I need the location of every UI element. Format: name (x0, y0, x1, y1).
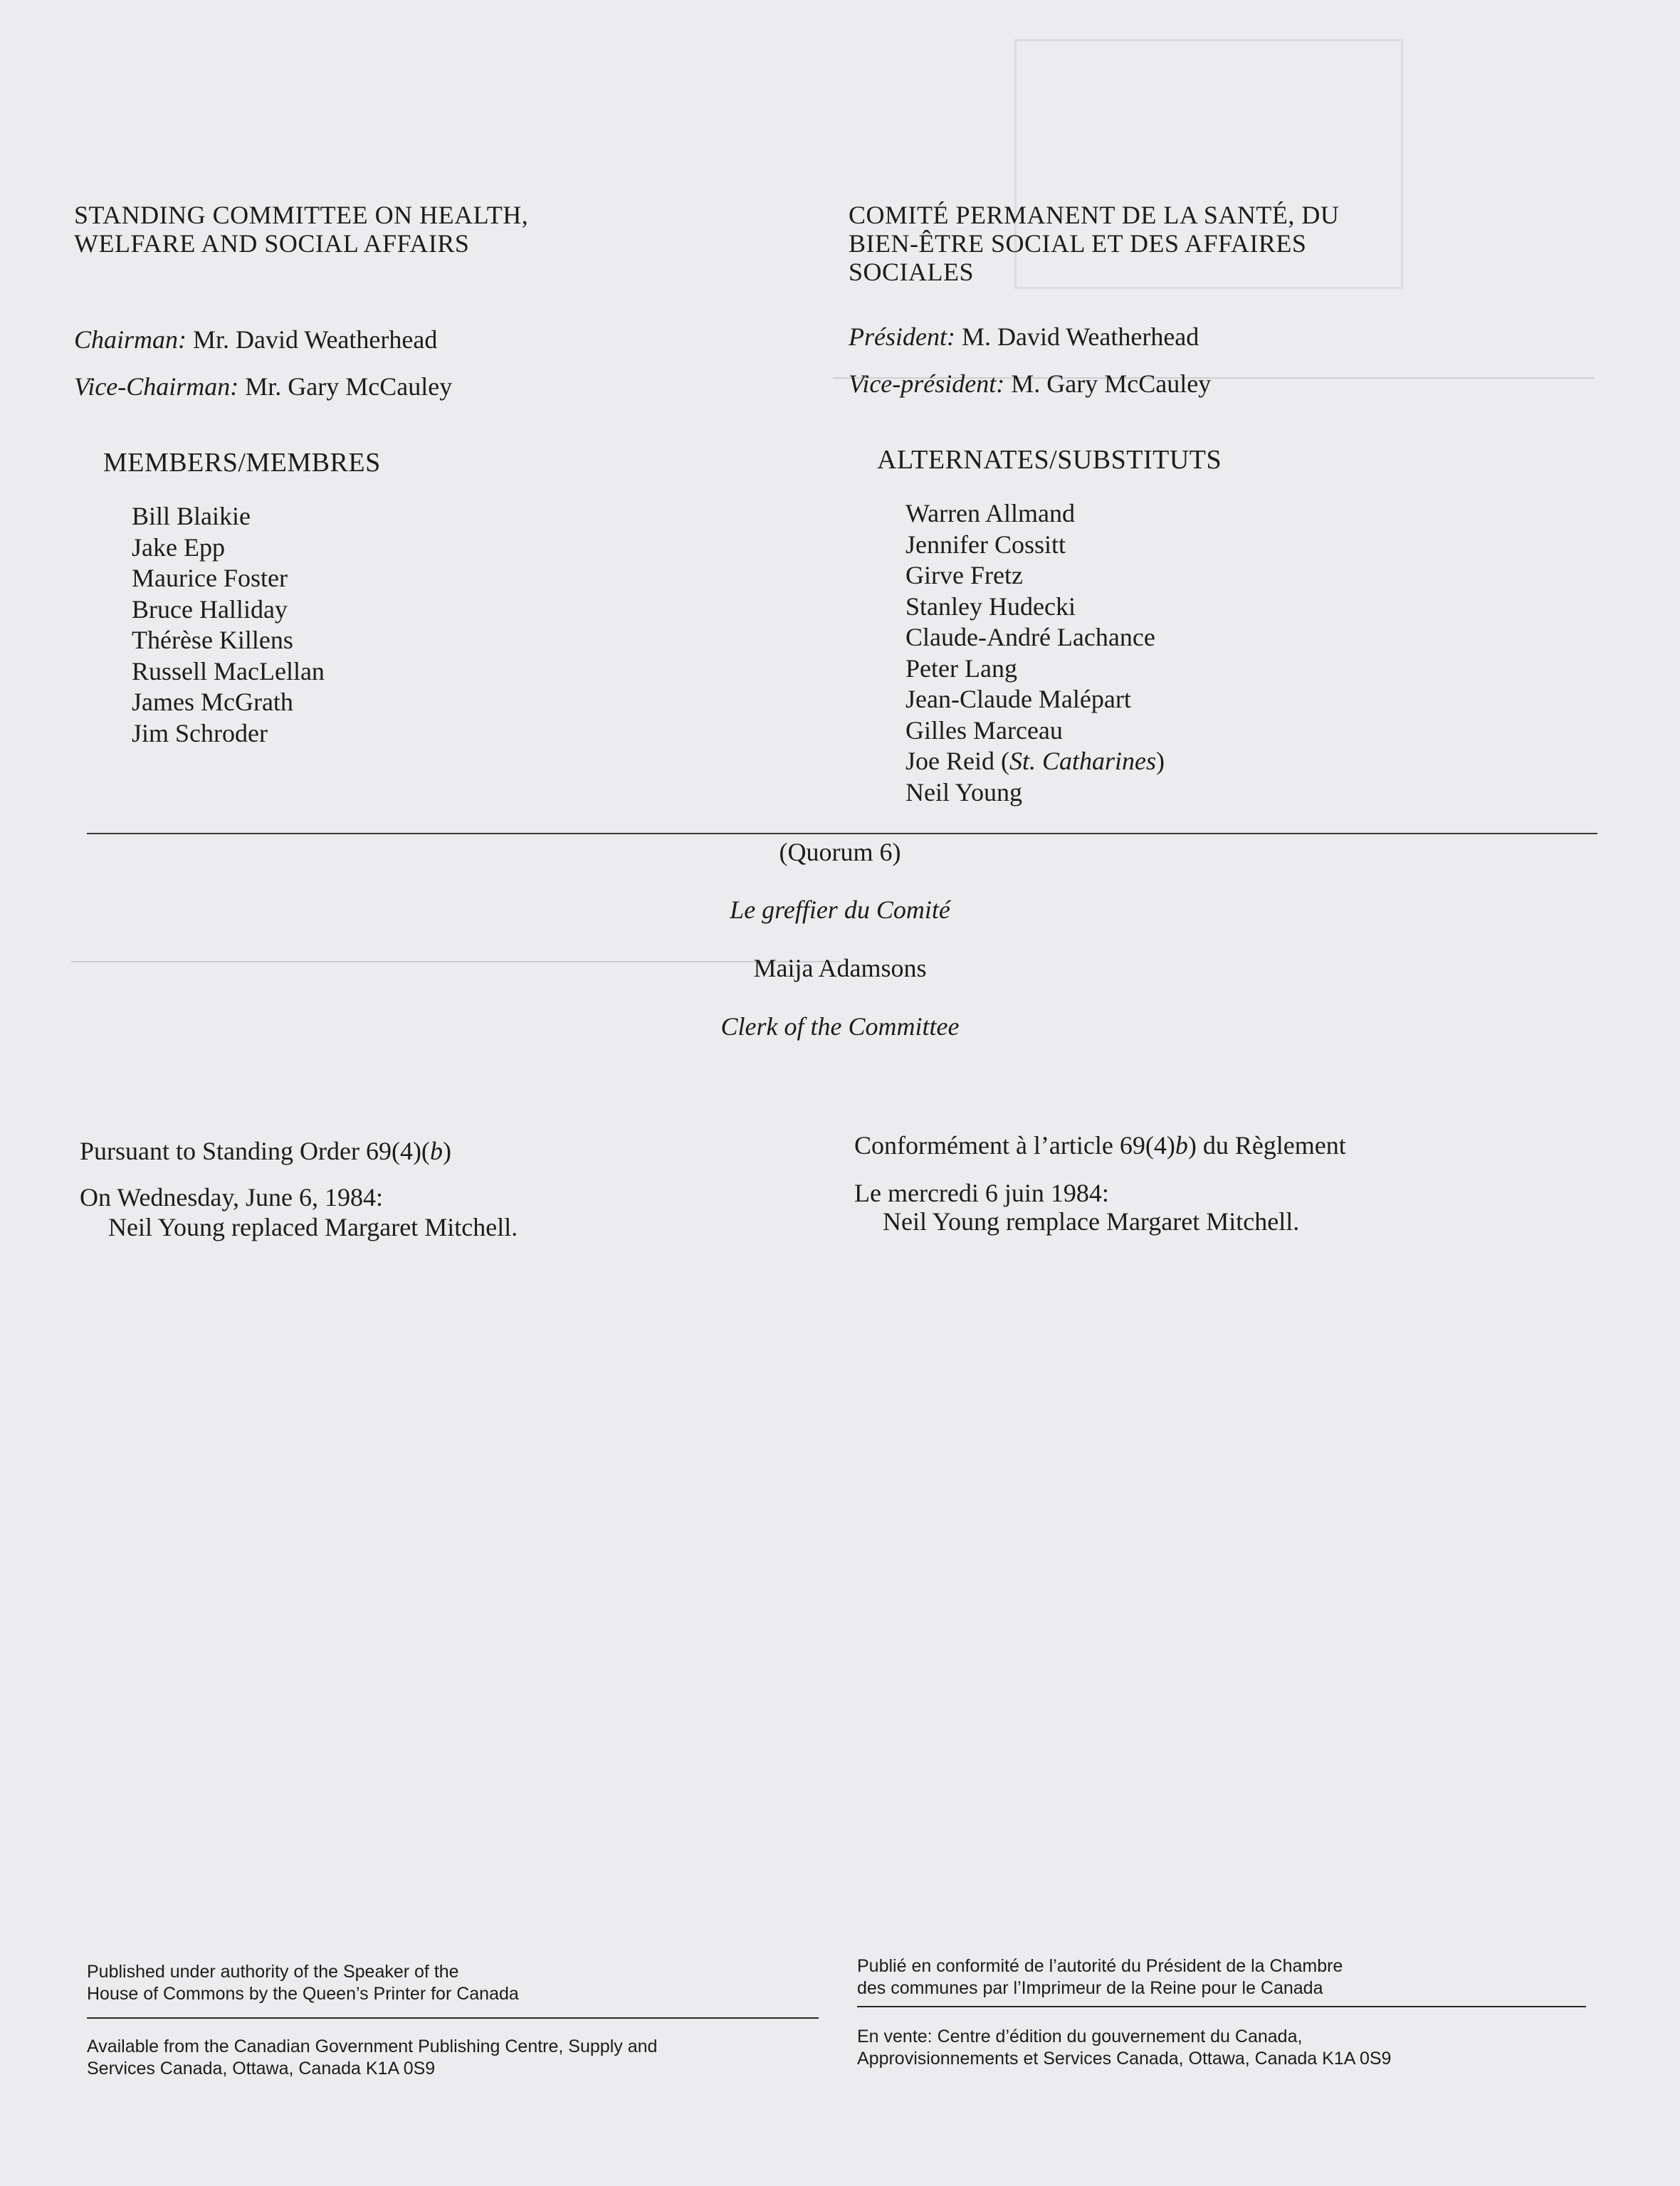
footer-divider-fr (857, 2006, 1586, 2007)
list-item: Peter Lang (905, 653, 1017, 683)
list-item (905, 746, 1165, 777)
vice-president-label: Vice-président: (849, 369, 1005, 398)
article-line (854, 1130, 1346, 1161)
chairman-line (74, 324, 437, 355)
list-item: James McGrath (132, 688, 293, 716)
list-item: Jim Schroder (132, 718, 268, 747)
meeting-date-en: On Wednesday, June 6, 1984: (80, 1183, 384, 1212)
members-list (132, 501, 325, 749)
footer-line: des communes par l’Imprimeur de la Reine pour le Canada (857, 1978, 1323, 1998)
section-divider (87, 833, 1597, 834)
standing-order-letter: b (429, 1137, 443, 1165)
title-line: COMITÉ PERMANENT DE LA SANTÉ, DU (849, 201, 1340, 229)
standing-order-text: Pursuant to Standing Order 69(4)( (80, 1137, 430, 1165)
standing-order-line (80, 1135, 451, 1167)
list-item: Russell MacLellan (132, 656, 325, 685)
title-line: SOCIALES (849, 258, 975, 286)
list-item: Jean-Claude Malépart (905, 685, 1131, 713)
article-letter: b (1175, 1131, 1188, 1160)
available-fr (857, 2026, 1391, 2070)
list-item: Bruce Halliday (132, 594, 288, 624)
chairman-name: Mr. David Weatherhead (193, 325, 438, 354)
list-item: Maurice Foster (132, 564, 288, 592)
footer-line: En vente: Centre d’édition du gouvernement du Canada, (857, 2027, 1303, 2046)
committee-title-fr (849, 201, 1339, 286)
list-item: Thérèse Killens (132, 626, 293, 654)
list-item: Neil Young (905, 777, 1023, 806)
list-item: Stanley Hudecki (905, 592, 1076, 621)
president-line (849, 321, 1199, 352)
list-item: Bill Blaikie (132, 502, 251, 530)
committee-title-en (74, 201, 528, 258)
footer-line: Services Canada, Ottawa, Canada K1A 0S9 (87, 2059, 436, 2079)
members-heading: MEMBERS/MEMBRES (103, 448, 381, 478)
quorum-text: (Quorum 6) (779, 838, 901, 866)
clerk-name: Maija Adamsons (753, 954, 927, 982)
available-en (87, 2036, 657, 2080)
vice-chairman-name: Mr. Gary McCauley (245, 372, 453, 401)
vice-president-line (849, 368, 1211, 399)
alternate-name: Joe Reid ( (905, 747, 1009, 775)
article-text: Conformément à l’article 69(4) (854, 1131, 1175, 1160)
article-end: ) du Règlement (1187, 1131, 1346, 1160)
list-item: Jennifer Cossitt (905, 530, 1066, 559)
list-item: Jake Epp (132, 532, 225, 562)
chairman-label: Chairman: (74, 325, 187, 354)
clerk-title-en: Clerk of the Committee (720, 1012, 960, 1041)
list-item: Claude-André Lachance (905, 623, 1155, 651)
footer-line: Available from the Canadian Government Publishing Centre, Supply and (87, 2037, 658, 2056)
vice-president-name: M. Gary McCauley (1011, 369, 1212, 398)
replacement-fr: Neil Young remplace Margaret Mitchell. (883, 1207, 1300, 1236)
footer-line: Approvisionnements et Services Canada, Ottawa, Canada K1A 0S9 (857, 2049, 1392, 2069)
alternates-list (905, 498, 1165, 808)
clerk-title-fr: Le greffier du Comité (730, 895, 950, 924)
president-label: Président: (849, 322, 955, 351)
published-en (87, 1961, 519, 2005)
vice-chairman-label: Vice-Chairman: (74, 372, 239, 401)
list-item: Warren Allmand (905, 499, 1076, 527)
footer-line: House of Commons by the Queen’s Printer for Canada (87, 1984, 519, 2004)
list-item: Girve Fretz (905, 561, 1023, 589)
title-line: WELFARE AND SOCIAL AFFAIRS (74, 229, 470, 258)
title-line: STANDING COMMITTEE ON HEALTH, (74, 201, 529, 229)
title-line: BIEN-ÊTRE SOCIAL ET DES AFFAIRES (849, 229, 1307, 258)
replacement-en: Neil Young replaced Margaret Mitchell. (108, 1213, 518, 1241)
footer-divider-en (87, 2017, 819, 2019)
president-name: M. David Weatherhead (961, 322, 1199, 351)
published-fr (857, 1955, 1343, 2000)
footer-line: Published under authority of the Speaker of the (87, 1962, 459, 1982)
alternate-riding: St. Catharines (1009, 747, 1156, 775)
meeting-date-fr: Le mercredi 6 juin 1984: (854, 1179, 1109, 1207)
list-item: Gilles Marceau (905, 715, 1063, 745)
standing-order-end: ) (442, 1137, 451, 1165)
vice-chairman-line (74, 371, 452, 402)
alternate-riding-close: ) (1155, 747, 1165, 775)
alternates-heading: ALTERNATES/SUBSTITUTS (877, 445, 1222, 475)
footer-line: Publié en conformité de l’autorité du Président de la Chambre (857, 1956, 1343, 1976)
